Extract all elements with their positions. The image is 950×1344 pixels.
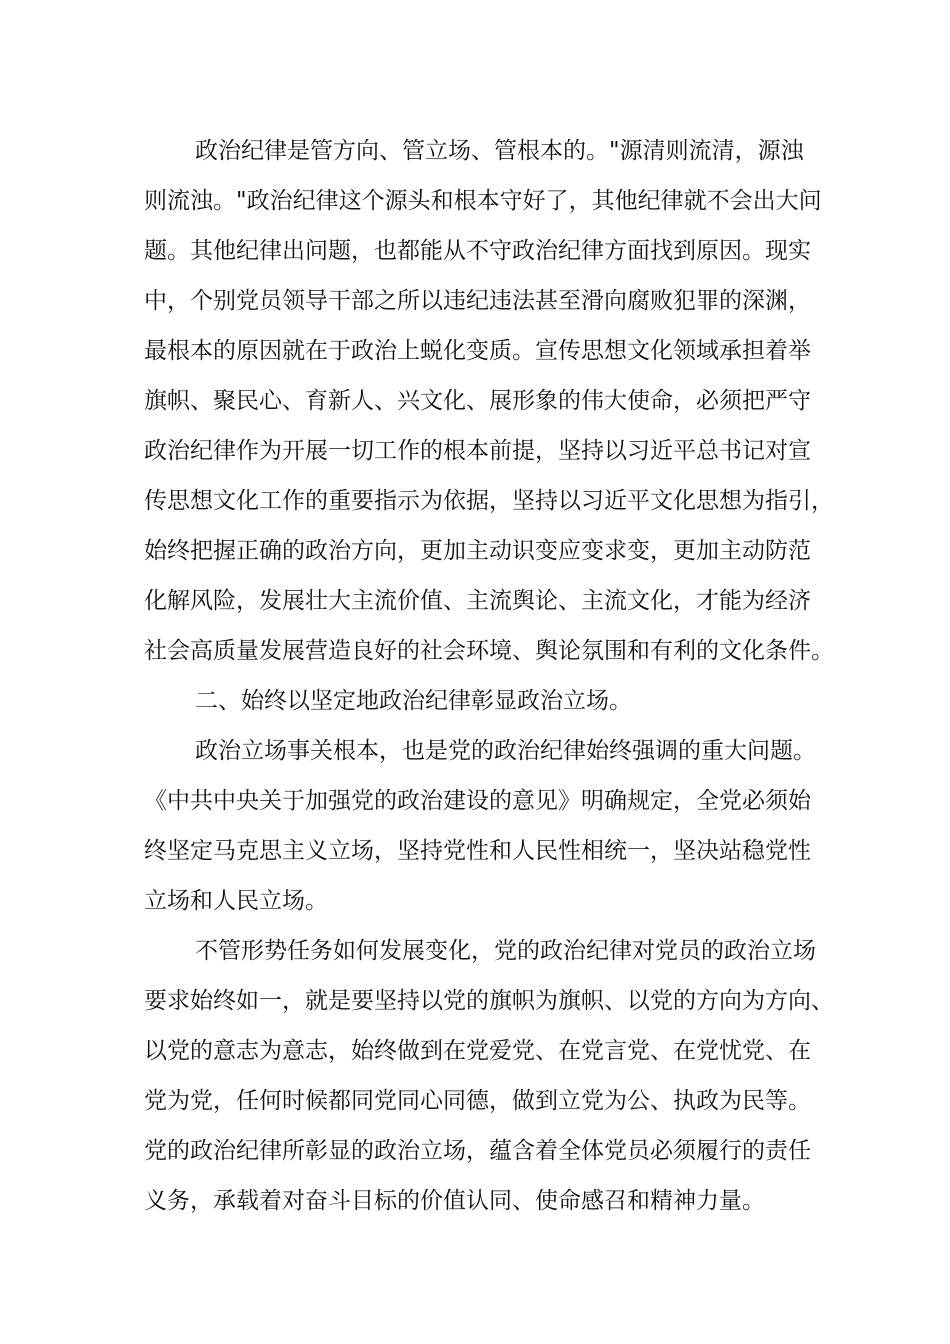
p1-line-10: 化解风险，发展壮大主流价值、主流舆论、主流文化，才能为经济 (144, 588, 811, 614)
p3-line-1: 政治立场事关根本，也是党的政治纪律始终强调的重大问题。 (195, 738, 816, 764)
p1-line-6: 旗帜、聚民心、育新人、兴文化、展形象的伟大使命，必须把严守 (144, 388, 811, 414)
p1-line-8: 传思想文化工作的重要指示为依据，坚持以习近平文化思想为指引， (144, 488, 834, 514)
section-heading: 二、始终以坚定地政治纪律彰显政治立场。 (195, 688, 632, 714)
p1-line-9: 始终把握正确的政治方向，更加主动识变应变求变，更加主动防范 (144, 538, 811, 564)
p4-line-3: 以党的意志为意志，始终做到在党爱党、在党言党、在党忧党、在 (144, 1038, 811, 1064)
p3-line-4: 立场和人民立场。 (144, 888, 328, 914)
p1-line-3: 题。其他纪律出问题，也都能从不守政治纪律方面找到原因。现实 (144, 238, 811, 264)
p4-line-6: 义务，承载着对奋斗目标的价值认同、使命感召和精神力量。 (144, 1188, 765, 1214)
p4-line-1: 不管形势任务如何发展变化，党的政治纪律对党员的政治立场 (195, 938, 816, 964)
p1-line-5: 最根本的原因就在于政治上蜕化变质。宣传思想文化领域承担着举 (144, 338, 811, 364)
p4-line-5: 党的政治纪律所彰显的政治立场，蕴含着全体党员必须履行的责任 (144, 1138, 811, 1164)
p4-line-4: 党为党，任何时候都同党同心同德，做到立党为公、执政为民等。 (144, 1088, 811, 1114)
p1-line-7: 政治纪律作为开展一切工作的根本前提，坚持以习近平总书记对宣 (144, 438, 811, 464)
p1-line-4: 中，个别党员领导干部之所以违纪违法甚至滑向腐败犯罪的深渊， (144, 288, 811, 314)
p1-line-11: 社会高质量发展营造良好的社会环境、舆论氛围和有利的文化条件。 (144, 638, 834, 664)
p4-line-2: 要求始终如一，就是要坚持以党的旗帜为旗帜、以党的方向为方向、 (144, 988, 834, 1014)
p3-line-2: 《中共中央关于加强党的政治建设的意见》明确规定，全党必须始 (144, 788, 811, 814)
p1-line-1: 政治纪律是管方向、管立场、管根本的。"源清则流清，源浊 (195, 138, 804, 164)
p3-line-3: 终坚定马克思主义立场，坚持党性和人民性相统一，坚决站稳党性 (144, 838, 811, 864)
p1-line-2: 则流浊。"政治纪律这个源头和根本守好了，其他纪律就不会出大问 (144, 188, 822, 214)
